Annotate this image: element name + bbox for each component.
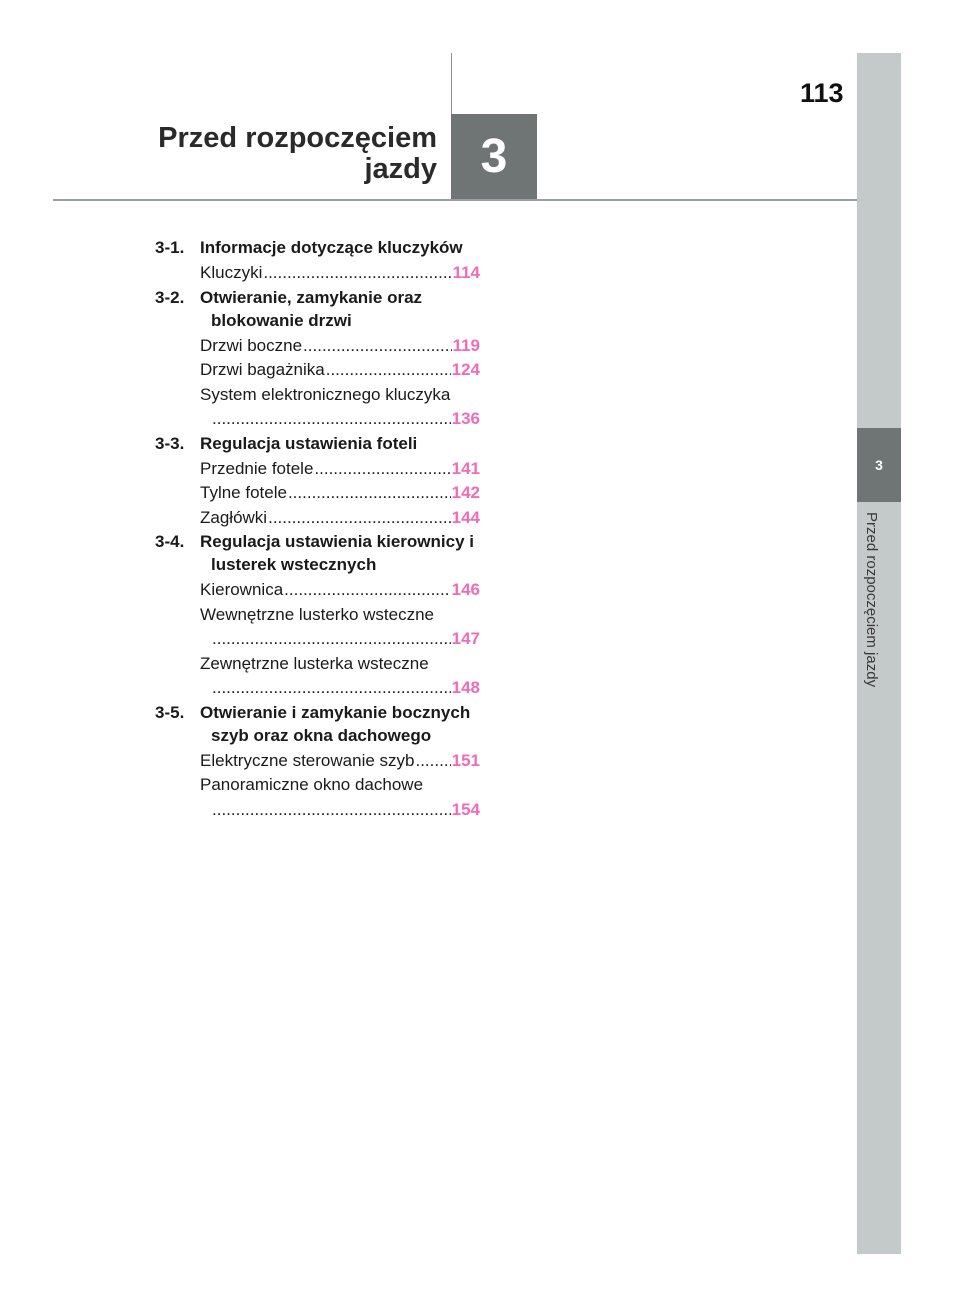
leader-dots: [303, 334, 452, 359]
entry-label: Panoramiczne okno dachowe: [200, 775, 424, 794]
side-tab-chapter-number[interactable]: 3: [857, 428, 901, 502]
leader-dots: [212, 676, 451, 701]
leader-dots: [314, 457, 450, 482]
leader-dots: [415, 749, 450, 774]
section-title: Regulacja ustawienia foteli: [200, 433, 418, 453]
chapter-title-line2: jazdy: [364, 153, 437, 185]
header-divider-horizontal: [53, 199, 857, 201]
toc-entry[interactable]: [155, 506, 480, 531]
entry-label: Zewnętrzne lusterka wsteczne: [200, 653, 429, 673]
leader-dots: [288, 481, 451, 506]
toc-entry[interactable]: [155, 652, 480, 701]
toc-section[interactable]: [155, 236, 480, 259]
toc-entry[interactable]: [155, 334, 480, 359]
entry-label: Tylne fotele: [200, 483, 287, 502]
leader-dots: [284, 578, 450, 603]
toc-entry[interactable]: [155, 358, 480, 383]
toc-entry[interactable]: [155, 481, 480, 506]
entry-label: System elektronicznego kluczyka: [200, 384, 451, 404]
page-number: 113: [800, 78, 844, 108]
leader-dots: [212, 627, 451, 652]
chapter-title-line1: Przed rozpoczęciem: [158, 122, 437, 154]
entry-label: Zagłówki: [200, 507, 268, 527]
entry-label: Elektryczne sterowanie szyb: [200, 750, 415, 770]
entry-page-link[interactable]: 144: [451, 507, 480, 527]
entry-label: Wewnętrzne lusterko wsteczne: [200, 604, 435, 624]
section-number: 3-2.: [155, 287, 185, 307]
side-tab-label: Przed rozpoczęciem jazdy: [863, 512, 880, 688]
chapter-number-box: 3: [451, 114, 537, 199]
section-number: 3-5.: [155, 702, 185, 722]
entry-label: Kierownica: [200, 580, 284, 599]
chapter-title: [158, 123, 437, 185]
leader-dots: [263, 261, 451, 286]
section-title: Informacje dotyczące kluczyków: [200, 238, 463, 257]
section-number: 3-4.: [155, 532, 185, 551]
section-number: 3-1.: [155, 238, 185, 257]
entry-label: Drzwi bagażnika: [200, 360, 325, 379]
entry-page-link[interactable]: 142: [451, 483, 480, 502]
toc-section[interactable]: [155, 432, 480, 455]
section-title: Regulacja ustawienia kierownicy i lusterek wstecznych: [200, 532, 474, 574]
table-of-contents: [155, 236, 480, 822]
toc-entry[interactable]: [155, 749, 480, 774]
entry-page-link[interactable]: 151: [451, 750, 480, 770]
entry-label: Drzwi boczne: [200, 335, 303, 355]
entry-page-link[interactable]: 146: [451, 580, 480, 599]
leader-dots: [212, 798, 451, 823]
entry-page-link[interactable]: 114: [452, 263, 480, 282]
entry-page-link[interactable]: 147: [451, 629, 480, 648]
toc-entry[interactable]: [155, 383, 480, 432]
leader-dots: [326, 358, 451, 383]
toc-entry[interactable]: [155, 457, 480, 482]
toc-section[interactable]: [155, 701, 480, 747]
entry-page-link[interactable]: 154: [451, 799, 480, 819]
entry-page-link[interactable]: 148: [451, 678, 480, 697]
entry-page-link[interactable]: 141: [451, 458, 480, 478]
entry-page-link[interactable]: 124: [451, 360, 480, 379]
entry-page-link[interactable]: 136: [451, 409, 480, 428]
section-number: 3-3.: [155, 433, 185, 453]
toc-entry[interactable]: [155, 261, 480, 286]
toc-section[interactable]: [155, 530, 480, 576]
entry-label: Kluczyki: [200, 263, 263, 282]
entry-page-link[interactable]: 119: [452, 335, 480, 355]
toc-entry[interactable]: [155, 578, 480, 603]
leader-dots: [268, 506, 451, 531]
toc-section[interactable]: [155, 286, 480, 332]
toc-entry[interactable]: [155, 773, 480, 822]
toc-entry[interactable]: [155, 603, 480, 652]
entry-label: Przednie fotele: [200, 458, 314, 478]
leader-dots: [212, 407, 451, 432]
section-title: Otwieranie, zamykanie oraz blokowanie drzwi: [200, 287, 423, 330]
section-title: Otwieranie i zamykanie bocznych szyb oraz okna dachowego: [200, 702, 471, 745]
